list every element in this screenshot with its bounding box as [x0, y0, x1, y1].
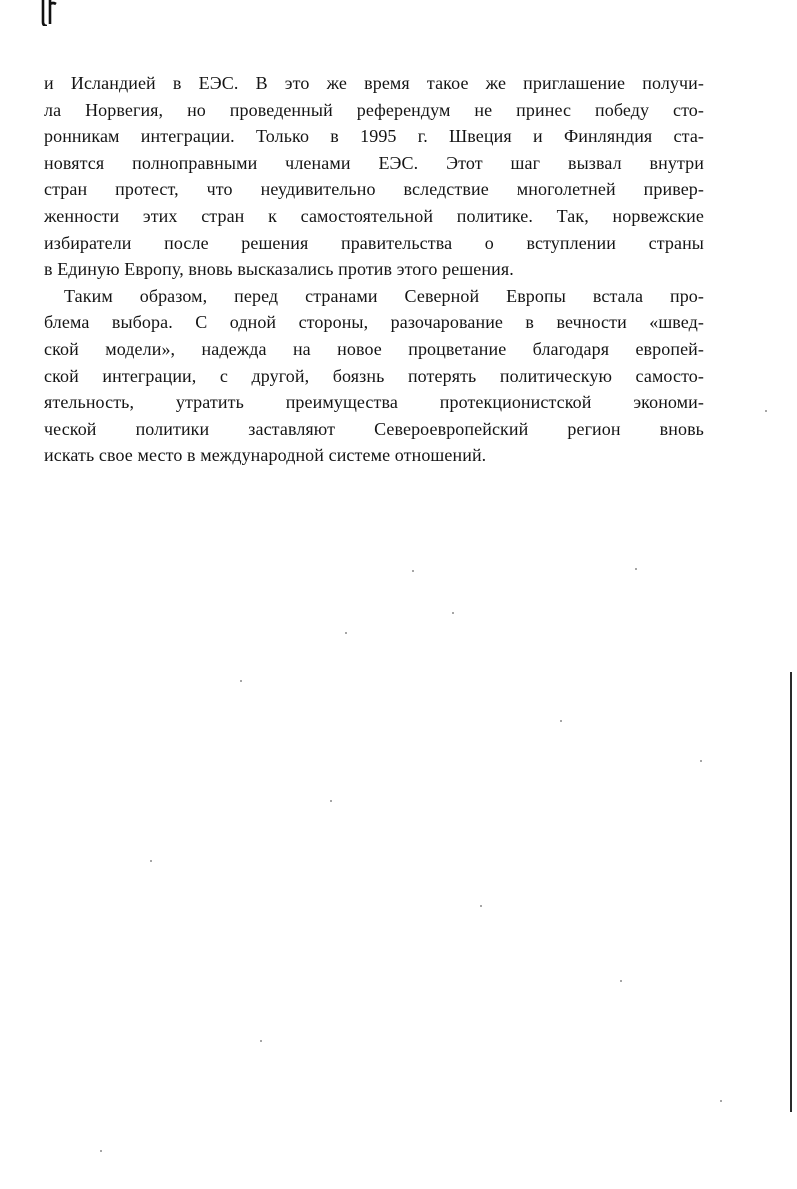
scan-speck	[260, 1040, 262, 1042]
text-line: ской интеграции, с другой, боязнь потерять политическую самосто-	[44, 365, 704, 386]
scan-speck	[620, 980, 622, 982]
paragraph-2	[44, 283, 704, 469]
scan-speck	[412, 570, 414, 572]
text-line: ятельность, утратить преимущества протекционистской экономи-	[44, 392, 704, 413]
text-line: в Единую Европу, вновь высказались против этого решения.	[44, 259, 514, 280]
scan-speck	[452, 612, 454, 614]
scan-speck	[765, 410, 767, 412]
text-line: ческой политики заставляют Североевропейский регион вновь	[44, 418, 704, 439]
scan-speck	[635, 568, 637, 570]
text-line: стран протест, что неудивительно вследствие многолетней привер-	[44, 179, 704, 200]
scan-speck	[700, 760, 702, 762]
text-line: искать свое место в международной системе отношений.	[44, 445, 487, 466]
text-line: и Исландией в ЕЭС. В это же время такое же приглашение получи-	[44, 73, 704, 93]
page-edge-shadow	[790, 672, 792, 1112]
scan-speck	[100, 1150, 102, 1152]
paragraph-1	[44, 70, 704, 283]
text-line: новятся полноправными членами ЕЭС. Этот шаг вызвал внутри	[44, 152, 704, 173]
scan-speck	[150, 860, 152, 862]
scan-speck	[240, 680, 242, 682]
text-line: избиратели после решения правительства о вступлении страны	[44, 232, 704, 253]
scan-speck	[720, 1100, 722, 1102]
text-line: женности этих стран к самостоятельной политике. Так, норвежские	[44, 205, 704, 226]
text-line: Таким образом, перед странами Северной Европы встала про-	[64, 285, 704, 306]
body-text	[44, 70, 704, 469]
scan-speck	[560, 720, 562, 722]
text-line: ской модели», надежда на новое процветание благодаря европей-	[44, 338, 704, 359]
text-line: ронникам интеграции. Только в 1995 г. Швеция и Финляндия ста-	[44, 126, 704, 147]
scan-speck	[480, 905, 482, 907]
text-line: блема выбора. С одной стороны, разочарование в вечности «швед-	[44, 312, 704, 333]
scan-speck	[345, 632, 347, 634]
scan-speck	[330, 800, 332, 802]
page-corner-mark	[40, 0, 58, 26]
text-line: ла Норвегия, но проведенный референдум не принес победу сто-	[44, 99, 704, 120]
